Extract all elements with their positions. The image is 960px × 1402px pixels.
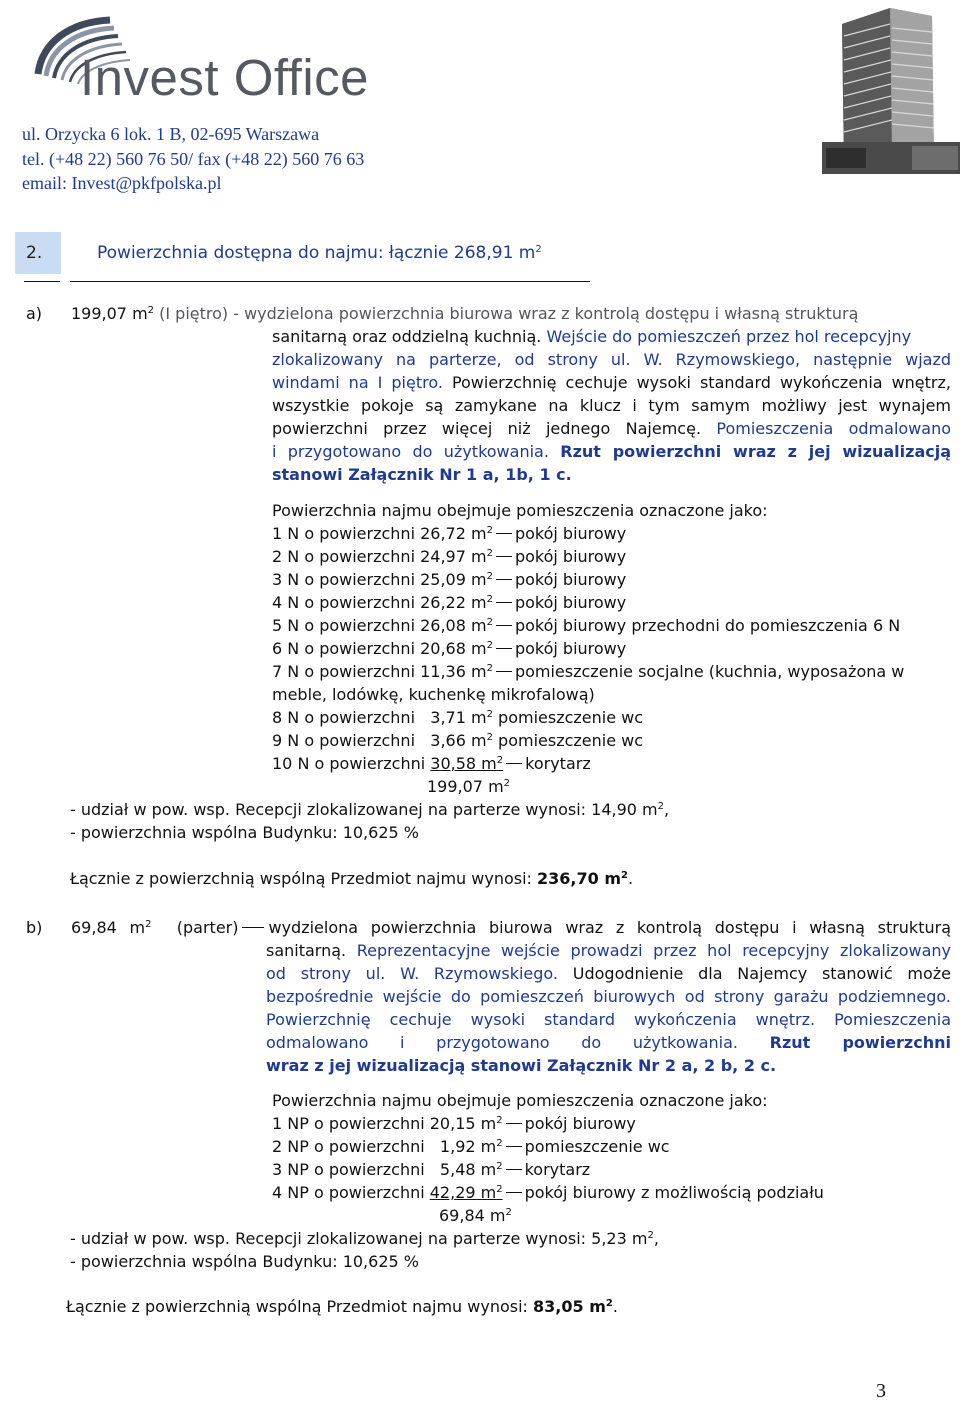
a-line-4: windami na I piętro. Powierzchnię cechuje wysoki standard wykończenia wnętrz, [272, 373, 951, 392]
b-room-1: 1 NP o powierzchni 20,15 $m^2$ pokój biurowy [272, 1114, 636, 1133]
a-room-8: 8 N o powierzchni 3,71 $m^2$ pomieszczenie wc [272, 708, 644, 727]
b-line-2: sanitarną. Reprezentacyjne wejście prowadzi przez hol recepcyjny zlokalizowany [266, 941, 952, 960]
a-room-6: 6 N o powierzchni 20,68 $m^2$ pokój biurowy [272, 639, 627, 658]
a-room-3: 3 N o powierzchni 25,09 $m^2$ pokój biurowy [272, 570, 627, 589]
a-line-2: sanitarną oraz oddzielną kuchnią. Wejście do pomieszczeń przez hol recepcyjny [272, 327, 912, 346]
header-email: email: Invest@pkfpolska.pl [22, 173, 222, 193]
a-room-4: 4 N o powierzchni 26,22 $m^2$ pokój biurowy [272, 593, 627, 612]
page-number: 3 [876, 1380, 886, 1402]
a-line-8: stanowi Załącznik Nr 1 a, 1b, 1 c. [272, 465, 572, 484]
b-common: - powierzchnia wspólna Budynku: 10,625 % [70, 1252, 419, 1271]
section-underline-right [70, 281, 590, 282]
a-rooms-intro: Powierzchnia najmu obejmuje pomieszczenia oznaczone jako: [272, 501, 768, 520]
section-number: 2. [26, 243, 43, 263]
a-room-2: 2 N o powierzchni 24,97 $m^2$ pokój biurowy [272, 547, 627, 566]
b-room-2: 2 NP o powierzchni 1,92 $m^2$ pomieszczenie wc [272, 1137, 670, 1156]
a-room-10: 10 N o powierzchni 30,58 $m^2$ korytarz [272, 754, 591, 773]
section-underline-left [24, 281, 60, 282]
b-share: - udział w pow. wsp. Recepcji zlokalizowanej na parterze wynosi: 5,23 $m^2$, [70, 1229, 659, 1248]
a-total: Łącznie z powierzchnią wspólną Przedmiot najmu wynosi: 236,70 $m^2$. [70, 869, 634, 888]
a-line-7: i przygotowano do użytkowania. Rzut powierzchni wraz z jej wizualizacją [272, 442, 952, 461]
header-address: ul. Orzycka 6 lok. 1 B, 02-695 Warszawa [22, 124, 320, 144]
logo-text: Invest Office [80, 49, 370, 106]
b-room-4: 4 NP o powierzchni 42,29 $m^2$ pokój biurowy z możliwością podziału [272, 1183, 824, 1202]
a-marker: a) [26, 304, 43, 323]
b-line-7: wraz z jej wizualizacją stanowi Załącznik Nr 2 a, 2 b, 2 c. [266, 1056, 777, 1075]
a-room-1: 1 N o powierzchni 26,72 $m^2$ pokój biurowy [272, 524, 627, 543]
a-room-9: 9 N o powierzchni 3,66 $m^2$ pomieszczenie wc [272, 731, 644, 750]
b-line-5: Powierzchnię cechuje wysoki standard wykończenia wnętrz. Pomieszczenia [266, 1010, 951, 1029]
section-title: Powierzchnia dostępna do najmu: łącznie 268,91 $m^2$ [97, 243, 542, 263]
a-line-1: 199,07 $m^2$ (I piętro) - wydzielona powierzchnia biurowa wraz z kontrolą dostępu i własną strukturą [71, 304, 859, 323]
a-sum: 199,07 $m^2$ [427, 777, 511, 796]
b-line-6: odmalowano i przygotowano do użytkowania. Rzut powierzchni [266, 1033, 951, 1052]
b-sum: 69,84 $m^2$ [439, 1206, 512, 1225]
a-line-3: zlokalizowany na parterze, od strony ul. W. Rzymowskiego, następnie wjazd [272, 350, 951, 369]
b-line-1: 69,84 $m^2$ (parter) wydzielona powierzchnia biurowa wraz z kontrolą dostępu i własną strukturą [71, 918, 951, 937]
b-marker: b) [26, 918, 43, 937]
a-common: - powierzchnia wspólna Budynku: 10,625 % [70, 823, 419, 842]
a-share: - udział w pow. wsp. Recepcji zlokalizowanej na parterze wynosi: 14,90 $m^2$, [70, 800, 670, 819]
a-line-6: powierzchni przez więcej niż jednego Najemcę. Pomieszczenia odmalowano [272, 419, 952, 438]
b-line-4: bezpośrednie wejście do pomieszczeń biurowych od strony garażu podziemnego. [266, 987, 951, 1006]
b-total: Łącznie z powierzchnią wspólną Przedmiot najmu wynosi: 83,05 $m^2$. [66, 1297, 618, 1316]
a-room-7-cont: meble, lodówkę, kuchenkę mikrofalową) [272, 685, 595, 704]
b-line-3: od strony ul. W. Rzymowskiego. Udogodnienie dla Najemcy stanowić może [266, 964, 951, 983]
header-phone: tel. (+48 22) 560 76 50/ fax (+48 22) 560 76 63 [22, 149, 365, 169]
building-photo [822, 2, 960, 174]
b-rooms-intro: Powierzchnia najmu obejmuje pomieszczenia oznaczone jako: [272, 1091, 768, 1110]
a-room-7: 7 N o powierzchni 11,36 $m^2$ pomieszczenie socjalne (kuchnia, wyposażona w [272, 662, 905, 681]
b-room-3: 3 NP o powierzchni 5,48 $m^2$ korytarz [272, 1160, 591, 1179]
a-room-5: 5 N o powierzchni 26,08 $m^2$ pokój biurowy przechodni do pomieszczenia 6 N [272, 616, 901, 635]
a-line-5: wszystkie pokoje są zamykane na klucz i tym samym możliwy jest wynajem [272, 396, 951, 415]
logo [30, 12, 420, 112]
